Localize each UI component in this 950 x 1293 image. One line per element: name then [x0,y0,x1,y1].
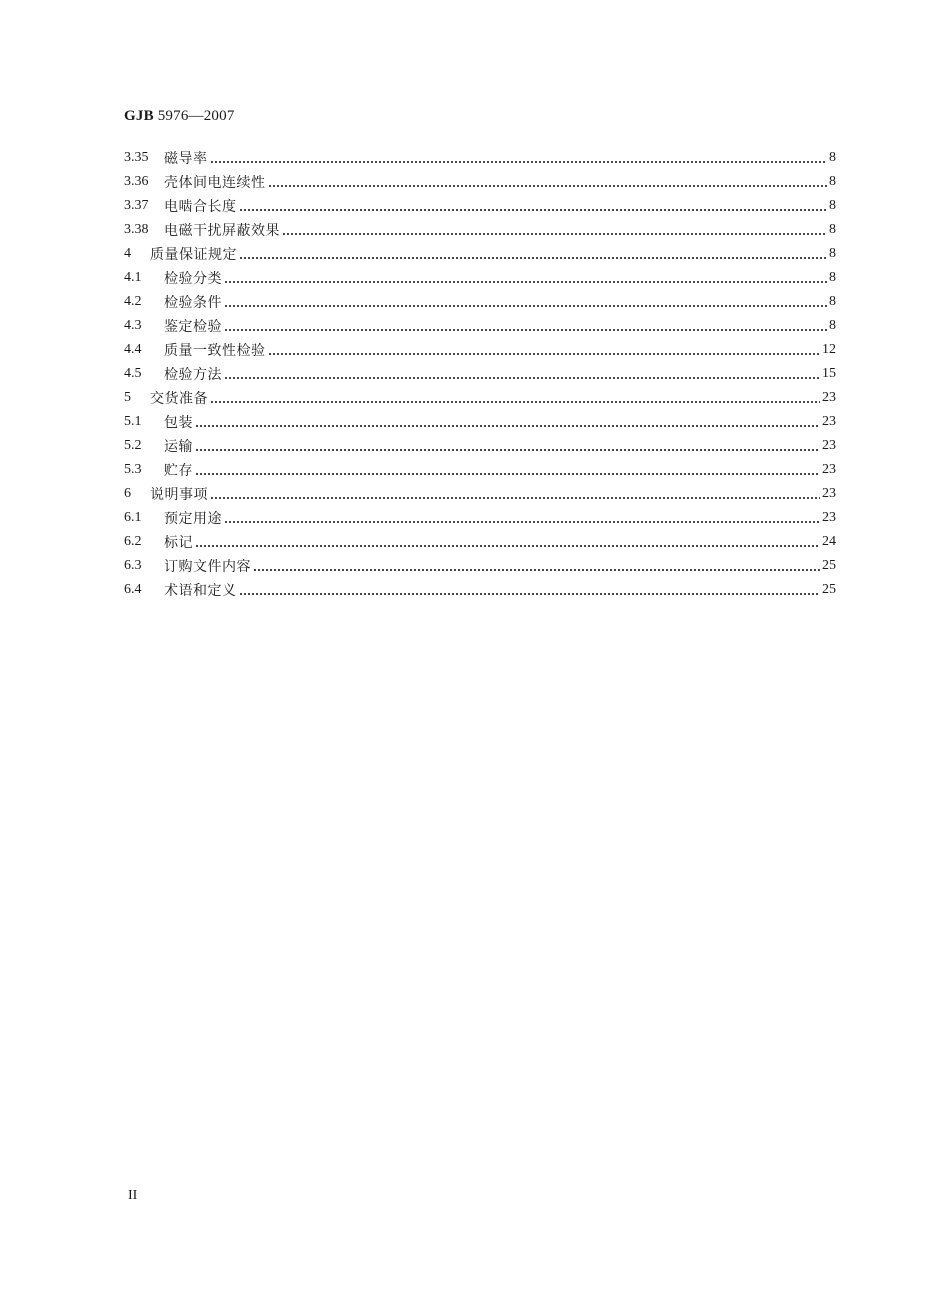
toc-entry-title: 质量一致性检验 [164,343,266,359]
toc-entry-number: 3.37 [124,198,149,213]
toc-entry-number: 6.4 [124,582,142,597]
toc-entry[interactable] [124,362,836,386]
dot-leader [224,329,827,331]
dot-leader [224,377,820,379]
dot-leader [253,569,820,571]
dot-leader [239,593,821,595]
toc-entry-page: 25 [822,558,836,573]
toc-entry[interactable] [124,554,836,578]
toc-entry-title: 检验条件 [164,295,222,311]
dot-leader [210,401,820,403]
toc-entry-title: 标记 [164,535,193,551]
toc-entry-title: 预定用途 [164,511,222,527]
toc-entry-page: 8 [829,246,836,261]
toc-entry-page: 24 [822,534,836,549]
toc-entry-number: 3.38 [124,222,149,237]
toc-entry-title: 检验分类 [164,271,222,287]
toc-entry-number: 5 [124,390,131,405]
toc-entry[interactable] [124,410,836,434]
toc-entry-title: 磁导率 [164,151,208,167]
toc-entry-title: 鉴定检验 [164,319,222,335]
toc-entry[interactable] [124,170,836,194]
document-header [124,108,235,125]
toc-entry-title: 电磁干扰屏蔽效果 [164,223,280,239]
toc-entry[interactable] [124,146,836,170]
toc-entry-page: 8 [829,150,836,165]
toc-entry-number: 4.5 [124,366,142,381]
toc-entry-title: 包装 [164,415,193,431]
toc-entry-page: 25 [822,582,836,597]
toc-entry-page: 23 [822,438,836,453]
toc-entry-number: 6.1 [124,510,142,525]
toc-entry-page: 8 [829,318,836,333]
dot-leader [239,209,828,211]
toc-entry[interactable] [124,578,836,602]
toc-entry-number: 4.4 [124,342,142,357]
toc-entry-title: 交货准备 [150,391,208,407]
toc-entry[interactable] [124,314,836,338]
toc-entry-page: 8 [829,222,836,237]
dot-leader [224,281,827,283]
dot-leader [210,161,828,163]
toc-entry-page: 23 [822,414,836,429]
toc-entry[interactable] [124,458,836,482]
dot-leader [210,497,820,499]
toc-entry-title: 质量保证规定 [150,247,237,263]
toc-entry-page: 8 [829,198,836,213]
toc-entry-page: 12 [822,342,836,357]
toc-entry-page: 23 [822,462,836,477]
toc-entry-title: 术语和定义 [164,583,237,599]
toc-entry-number: 4.2 [124,294,142,309]
table-of-contents [124,146,836,602]
page-number: II [128,1188,138,1203]
toc-entry-title: 壳体间电连续性 [164,175,266,191]
toc-entry[interactable] [124,506,836,530]
toc-entry-page: 8 [829,270,836,285]
dot-leader [195,473,820,475]
toc-entry-number: 6.2 [124,534,142,549]
toc-entry-number: 4 [124,246,131,261]
toc-entry[interactable] [124,290,836,314]
toc-entry-page: 23 [822,510,836,525]
toc-entry-number: 5.1 [124,414,142,429]
toc-entry-title: 运输 [164,439,193,455]
toc-entry-number: 4.1 [124,270,142,285]
toc-entry-number: 3.36 [124,174,149,189]
toc-entry[interactable] [124,338,836,362]
dot-leader [195,425,820,427]
toc-entry-page: 8 [829,294,836,309]
toc-entry-number: 5.2 [124,438,142,453]
toc-entry-page: 23 [822,390,836,405]
toc-entry[interactable] [124,194,836,218]
standard-number: 5976—2007 [157,108,235,124]
toc-entry-page: 8 [829,174,836,189]
toc-entry-number: 6 [124,486,131,501]
toc-entry-number: 3.35 [124,150,149,165]
toc-entry[interactable] [124,266,836,290]
toc-entry-page: 15 [822,366,836,381]
toc-entry[interactable] [124,434,836,458]
toc-entry-number: 6.3 [124,558,142,573]
toc-entry-page: 23 [822,486,836,501]
toc-entry[interactable] [124,530,836,554]
toc-entry[interactable] [124,386,836,410]
toc-entry-number: 5.3 [124,462,142,477]
dot-leader [195,545,820,547]
dot-leader [195,449,820,451]
toc-entry-number: 4.3 [124,318,142,333]
dot-leader [239,257,827,259]
toc-entry-title: 贮存 [164,463,193,479]
toc-entry-title: 订购文件内容 [164,559,251,575]
toc-entry[interactable] [124,218,836,242]
dot-leader [282,233,827,235]
toc-entry[interactable] [124,242,836,266]
dot-leader [268,353,821,355]
toc-entry-title: 电啮合长度 [164,199,237,215]
standard-code: GJB [124,108,154,124]
toc-entry-title: 检验方法 [164,367,222,383]
toc-entry[interactable] [124,482,836,506]
dot-leader [268,185,828,187]
toc-entry-title: 说明事项 [150,487,208,503]
dot-leader [224,305,827,307]
dot-leader [224,521,820,523]
